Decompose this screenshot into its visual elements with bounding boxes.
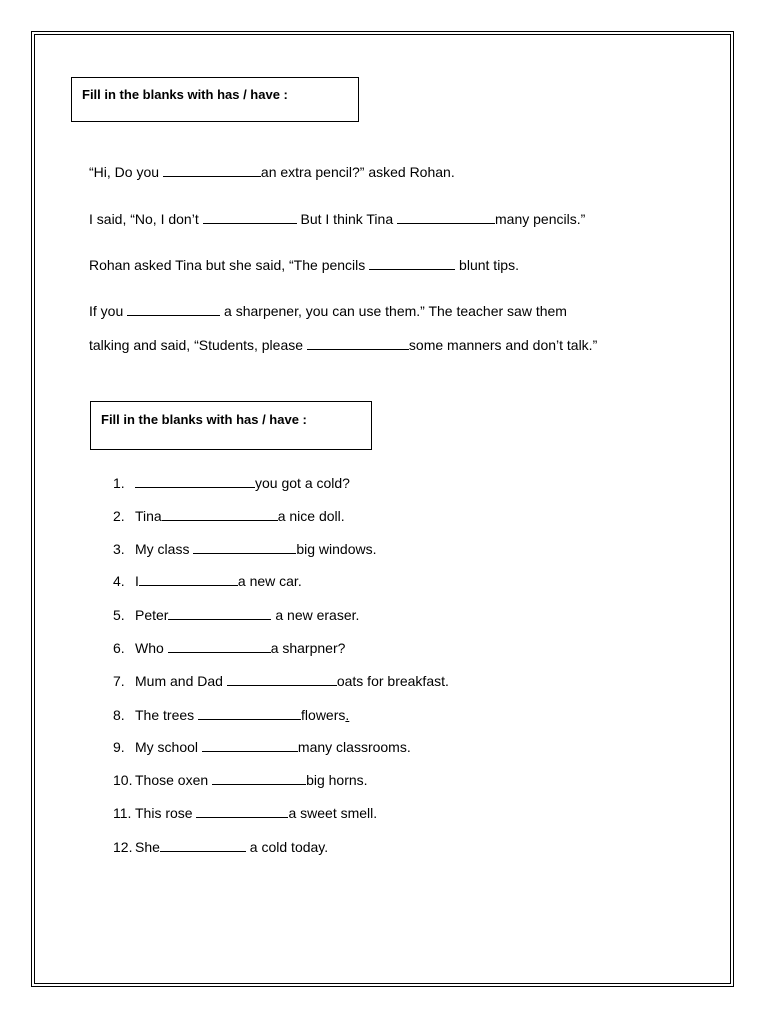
item-text: a sweet smell. (288, 805, 378, 821)
answer-blank[interactable] (203, 210, 297, 224)
paragraph-line-3 (89, 256, 519, 274)
item-number: 4. (113, 573, 125, 589)
item-text: big horns. (306, 772, 368, 788)
list-item (113, 639, 345, 657)
item-number: 2. (113, 508, 125, 524)
list-item (113, 572, 302, 590)
item-number: 6. (113, 640, 125, 656)
list-item (113, 738, 411, 756)
answer-blank[interactable] (227, 672, 337, 686)
item-text: flowers (301, 707, 346, 723)
line-text: I said, “No, I don’t (89, 211, 203, 227)
item-number: 9. (113, 739, 125, 755)
item-number: 8. (113, 707, 125, 723)
list-item (113, 606, 359, 624)
paragraph-line-1 (89, 163, 455, 181)
item-text: a nice doll. (277, 508, 345, 524)
answer-blank[interactable] (307, 336, 409, 350)
item-number: 10. (113, 772, 133, 788)
answer-blank[interactable] (160, 838, 246, 852)
line-text: blunt tips. (455, 257, 519, 273)
item-text: Peter (135, 607, 169, 623)
line-text: an extra pencil?” asked Rohan. (260, 164, 455, 180)
list-item (113, 706, 349, 724)
line-text: a sharpener, you can use them.” The teacher saw them (220, 303, 567, 319)
paragraph-line-2 (89, 210, 585, 228)
answer-blank[interactable] (397, 210, 495, 224)
line-text: talking and said, “Students, please (89, 337, 307, 353)
list-item (113, 804, 377, 822)
item-number: 3. (113, 541, 125, 557)
list-item (113, 838, 328, 856)
section-2-heading: Fill in the blanks with has / have : (90, 401, 372, 450)
item-text: big windows. (296, 541, 377, 557)
line-text: many pencils.” (495, 211, 586, 227)
line-text: If you (89, 303, 128, 319)
answer-blank[interactable] (127, 302, 220, 316)
list-item (113, 672, 449, 690)
item-text: a sharpner? (270, 640, 346, 656)
paragraph-line-5 (89, 336, 597, 354)
item-text: you got a cold? (255, 475, 350, 491)
item-number: 11. (113, 805, 132, 821)
line-text: “Hi, Do you (89, 164, 163, 180)
item-text: a new eraser. (271, 607, 360, 623)
item-text: She (135, 839, 160, 855)
section-1-heading: Fill in the blanks with has / have : (71, 77, 359, 122)
item-text: Those oxen (135, 772, 213, 788)
item-text: a new car. (237, 573, 302, 589)
line-text: some manners and don’t talk.” (408, 337, 598, 353)
answer-blank[interactable] (139, 572, 238, 586)
answer-blank[interactable] (369, 256, 455, 270)
item-text: I (135, 573, 139, 589)
answer-blank[interactable] (202, 738, 298, 752)
paragraph-line-4 (89, 302, 567, 320)
item-text: My school (135, 739, 202, 755)
list-item (113, 507, 345, 525)
item-number: 12. (113, 839, 133, 855)
item-text: a cold today. (245, 839, 329, 855)
item-text: This rose (135, 805, 197, 821)
item-number: 5. (113, 607, 125, 623)
list-item (113, 771, 368, 789)
answer-blank[interactable] (212, 771, 306, 785)
item-text: My class (135, 541, 194, 557)
item-text: oats for breakfast. (336, 673, 449, 689)
item-text: Tina (135, 508, 162, 524)
list-item (113, 474, 350, 492)
list-item (113, 540, 377, 558)
answer-blank[interactable] (196, 804, 288, 818)
answer-blank[interactable] (168, 639, 271, 653)
item-text: many classrooms. (297, 739, 411, 755)
item-number: 1. (113, 475, 125, 491)
line-text: Rohan asked Tina but she said, “The pencils (89, 257, 370, 273)
answer-blank[interactable] (135, 474, 255, 488)
answer-blank[interactable] (163, 163, 261, 177)
line-text: But I think Tina (296, 211, 397, 227)
item-text: Mum and Dad (135, 673, 227, 689)
answer-blank[interactable] (168, 606, 271, 620)
item-text: The trees (135, 707, 199, 723)
item-text: . (345, 707, 350, 723)
answer-blank[interactable] (162, 507, 278, 521)
item-text: Who (135, 640, 168, 656)
item-number: 7. (113, 673, 125, 689)
answer-blank[interactable] (198, 706, 301, 720)
answer-blank[interactable] (193, 540, 296, 554)
